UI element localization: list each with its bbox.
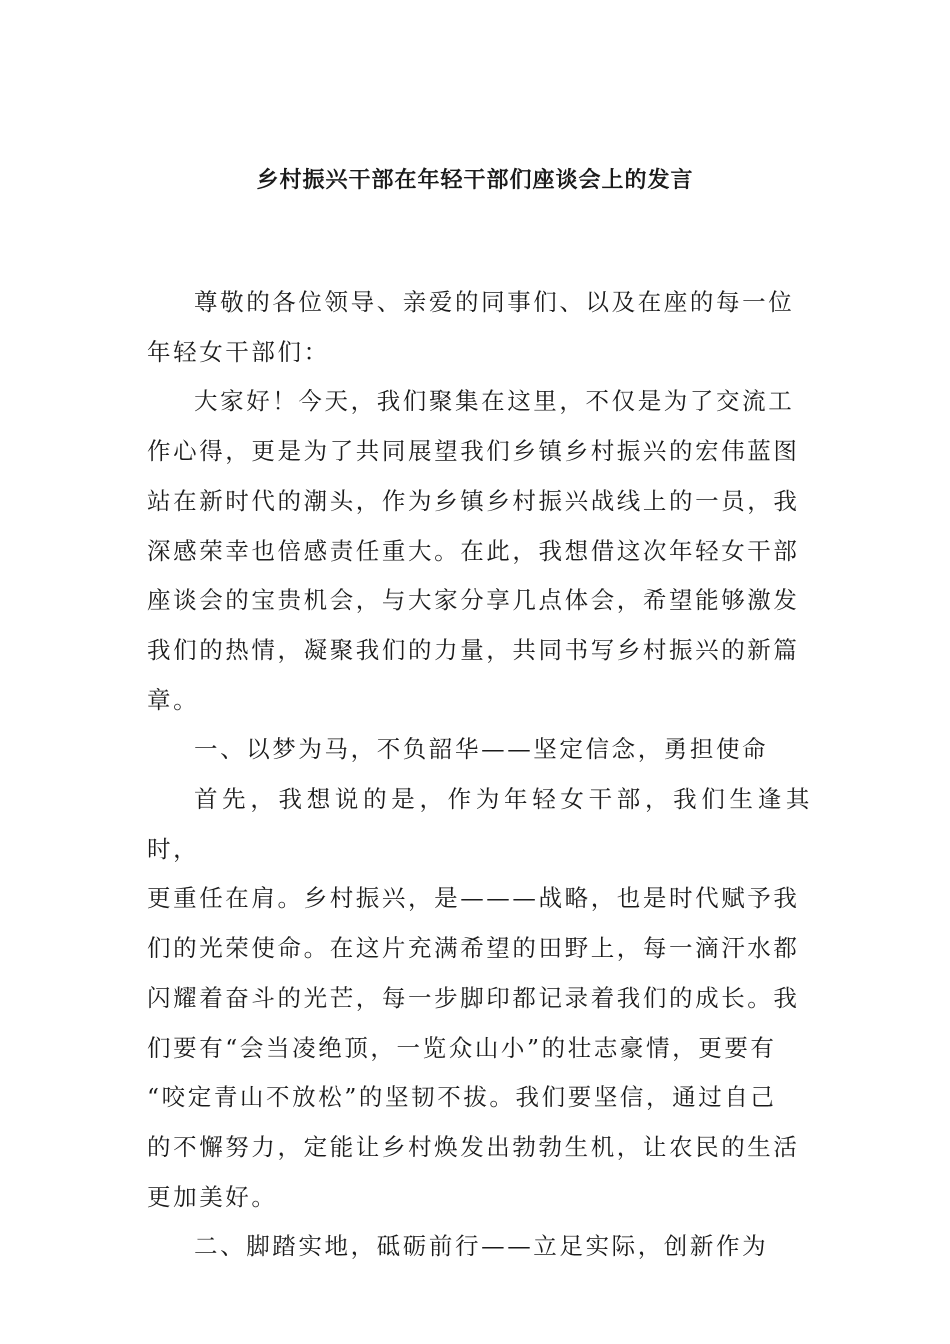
paragraph-section-1: 首先，我想说的是，作为年轻女干部，我们生逢其时， 更重任在肩。乡村振兴，是———战略，也是时代赋予我 们的光荣使命。在这片充满希望的田野上，每一滴汗水都 闪耀着奋斗的光芒，每一步脚印都记录着我们的成长。我 们要有“会当凌绝顶，一览众山小”的壮志豪情，更要有 “咬定青山不放松”的坚韧不拔。我们要坚信，通过自己 的不懈努力，定能让乡村焕发出勃勃生机，让农民的生活 更加美好。 (147, 785, 812, 1211)
section-heading-2: 二、脚踏实地，砥砺前行——立足实际，创新作为 (194, 1232, 769, 1261)
document-title: 乡村振兴干部在年轻干部们座谈会上的发言 (256, 168, 694, 193)
paragraph-greeting: 大家好！今天，我们聚集在这里，不仅是为了交流工 作心得，更是为了共同展望我们乡镇乡村振兴的宏伟蓝图 站在新时代的潮头，作为乡镇乡村振兴战线上的一员，我 深感荣幸也倍感责任重大。在此，我想借这次年轻女干部 座谈会的宝贵机会，与大家分享几点体会，希望能够激发 我们的热情，凝聚我们的力量，共同书写乡村振兴的新篇 章。 (147, 387, 800, 714)
paragraph-salutation: 尊敬的各位领导、亲爱的同事们、以及在座的每一位 年轻女干部们： (147, 288, 795, 366)
document-body (147, 278, 812, 1272)
section-heading-1: 一、以梦为马，不负韶华——坚定信念，勇担使命 (194, 735, 769, 764)
